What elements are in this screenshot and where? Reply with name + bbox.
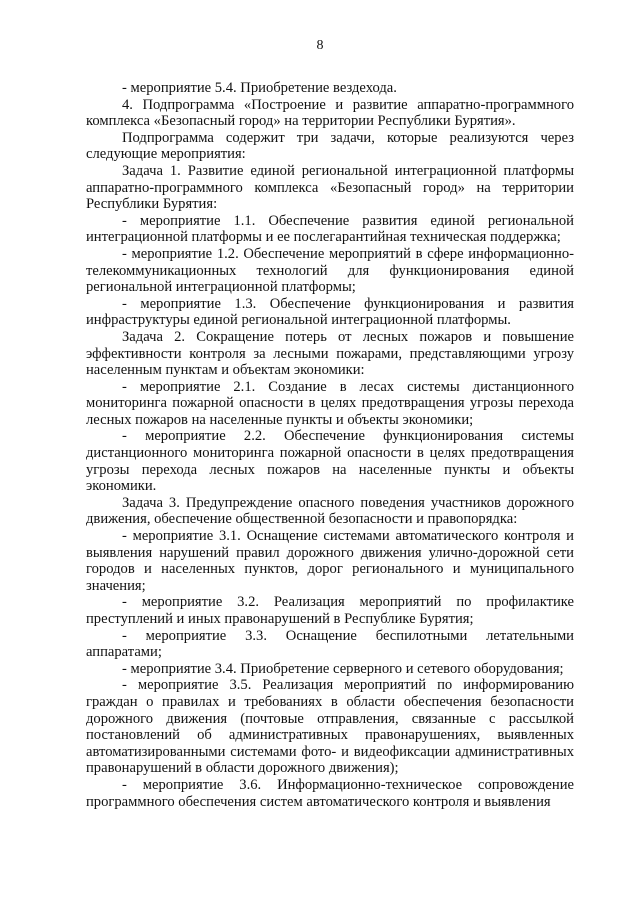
paragraph: Задача 1. Развитие единой региональной интеграционной платформы аппаратно-программного комплекса «Безопасный город» на территории Республики Бурятия: [86,162,574,213]
paragraph: Подпрограмма содержит три задачи, которые реализуются через следующие мероприятия: [86,129,574,163]
paragraph: - мероприятие 2.2. Обеспечение функционирования системы дистанционного мониторинга пожарной опасности в целях предотвращения угрозы перехода лесных пожаров на населенные пункты и объекты экономики. [86,428,574,495]
paragraph: - мероприятие 3.5. Реализация мероприятий по информированию граждан о правилах и требованиях в области обеспечения безопасности дорожного движения (почтовые отправления, связанные с рассылкой постановлений об административных правонарушениях, выявленных автоматизированными системами фото- и видеофиксации административных правонарушений в области дорожного движения); [86,677,574,777]
paragraph: - мероприятие 1.2. Обеспечение мероприятий в сфере информационно-телекоммуникационных технологий для функционирования единой региональной интеграционной платформы; [86,245,574,296]
paragraph: - мероприятие 1.1. Обеспечение развития единой региональной интеграционной платформы и ее послегарантийная техническая поддержка; [86,212,574,246]
paragraph: - мероприятие 3.3. Оснащение беспилотными летательными аппаратами; [86,627,574,661]
paragraph: - мероприятие 5.4. Приобретение вездехода. [122,80,397,96]
document-body [86,80,574,810]
paragraph: - мероприятие 1.3. Обеспечение функционирования и развития инфраструктуры единой региональной интеграционной платформы. [86,295,574,329]
paragraph: 4. Подпрограмма «Построение и развитие аппаратно-программного комплекса «Безопасный город» на территории Республики Бурятия». [86,96,574,130]
paragraph: - мероприятие 2.1. Создание в лесах системы дистанционного мониторинга пожарной опасности в целях предотвращения угрозы перехода лесных пожаров на населенные пункты и объекты экономики; [86,378,574,428]
page-number: 8 [316,38,324,53]
paragraph: Задача 2. Сокращение потерь от лесных пожаров и повышение эффективности контроля за лесными пожарами, представляющими угрозу населенным пунктам и объектам экономики: [86,328,574,379]
paragraph: - мероприятие 3.6. Информационно-техническое сопровождение программного обеспечения систем автоматического контроля и выявления [86,776,574,810]
paragraph: - мероприятие 3.2. Реализация мероприятий по профилактике преступлений и иных правонарушений в Республике Бурятия; [86,594,574,627]
paragraph: - мероприятие 3.4. Приобретение серверного и сетевого оборудования; [122,660,564,677]
paragraph: Задача 3. Предупреждение опасного поведения участников дорожного движения, обеспечение общественной безопасности и правопорядка: [86,494,574,528]
paragraph: - мероприятие 3.1. Оснащение системами автоматического контроля и выявления нарушений правил дорожного движения улично-дорожной сети городов и населенных пунктов, дорог регионального и муниципального значения; [86,528,574,594]
